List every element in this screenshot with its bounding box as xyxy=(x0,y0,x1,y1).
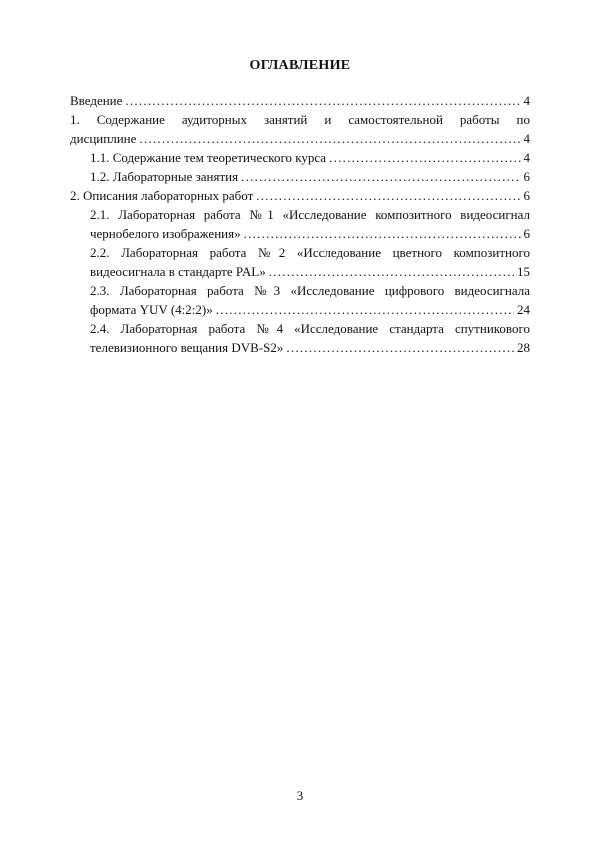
toc-entry-text: телевизионного вещания DVB-S2» xyxy=(90,340,284,355)
toc-entry-page: 4 xyxy=(523,150,530,165)
toc-entry-section-2-2[interactable] xyxy=(70,243,530,281)
toc-entry-text: 1. Содержание аудиторных занятий и самостоятельной работы по xyxy=(70,112,530,127)
toc-entry-section-1-2[interactable] xyxy=(70,167,530,186)
toc-entry-section-2[interactable] xyxy=(70,186,530,205)
dot-leader xyxy=(139,129,520,148)
toc-entry-text: Введение xyxy=(70,93,123,108)
dot-leader xyxy=(269,262,514,281)
dot-leader xyxy=(329,148,520,167)
dot-leader xyxy=(286,338,514,357)
toc-entry-section-2-3[interactable] xyxy=(70,281,530,319)
page-title: ОГЛАВЛЕНИЕ xyxy=(249,58,351,73)
toc-entry-page: 6 xyxy=(523,169,530,184)
toc-entry-text: дисциплине xyxy=(70,131,137,146)
toc-entry-section-1-1[interactable] xyxy=(70,148,530,167)
toc-entry-text: 1.1. Содержание тем теоретического курса xyxy=(90,150,327,165)
dot-leader xyxy=(241,167,520,186)
toc-entry-section-2-1[interactable] xyxy=(70,205,530,243)
toc-entry-section-2-4[interactable] xyxy=(70,319,530,357)
toc-entry-text: 2.3. Лабораторная работа №3 «Исследование цифрового видеосигнала xyxy=(90,283,530,298)
toc-entry-page: 4 xyxy=(523,93,530,108)
toc-entry-section-1[interactable] xyxy=(70,110,530,148)
page-number: 3 xyxy=(296,788,304,803)
dot-leader xyxy=(244,224,521,243)
toc-entry-page: 4 xyxy=(523,131,530,146)
toc-entry-text: 2.2. Лабораторная работа №2 «Исследование цветного композитного xyxy=(90,245,530,260)
toc-entry-text: формата YUV (4:2:2)» xyxy=(90,302,213,317)
toc-entry-page: 24 xyxy=(517,302,530,317)
toc-entry-text: 2.4. Лабораторная работа №4 «Исследование стандарта спутникового xyxy=(90,321,530,336)
dot-leader xyxy=(216,300,514,319)
dot-leader xyxy=(125,91,520,110)
toc-entry-introduction[interactable] xyxy=(70,91,530,110)
toc-entry-text: 2. Описания лабораторных работ xyxy=(70,188,254,203)
table-of-contents xyxy=(70,91,530,357)
toc-entry-text: видеосигнала в стандарте PAL» xyxy=(90,264,266,279)
toc-entry-text: чернобелого изображения» xyxy=(90,226,241,241)
toc-entry-text: 2.1. Лабораторная работа №1 «Исследование композитного видеосигнал xyxy=(90,207,530,222)
toc-entry-page: 28 xyxy=(517,340,530,355)
toc-entry-page: 6 xyxy=(523,226,530,241)
dot-leader xyxy=(256,186,520,205)
toc-entry-page: 6 xyxy=(523,188,530,203)
toc-entry-text: 1.2. Лабораторные занятия xyxy=(90,169,239,184)
toc-entry-page: 15 xyxy=(517,264,530,279)
